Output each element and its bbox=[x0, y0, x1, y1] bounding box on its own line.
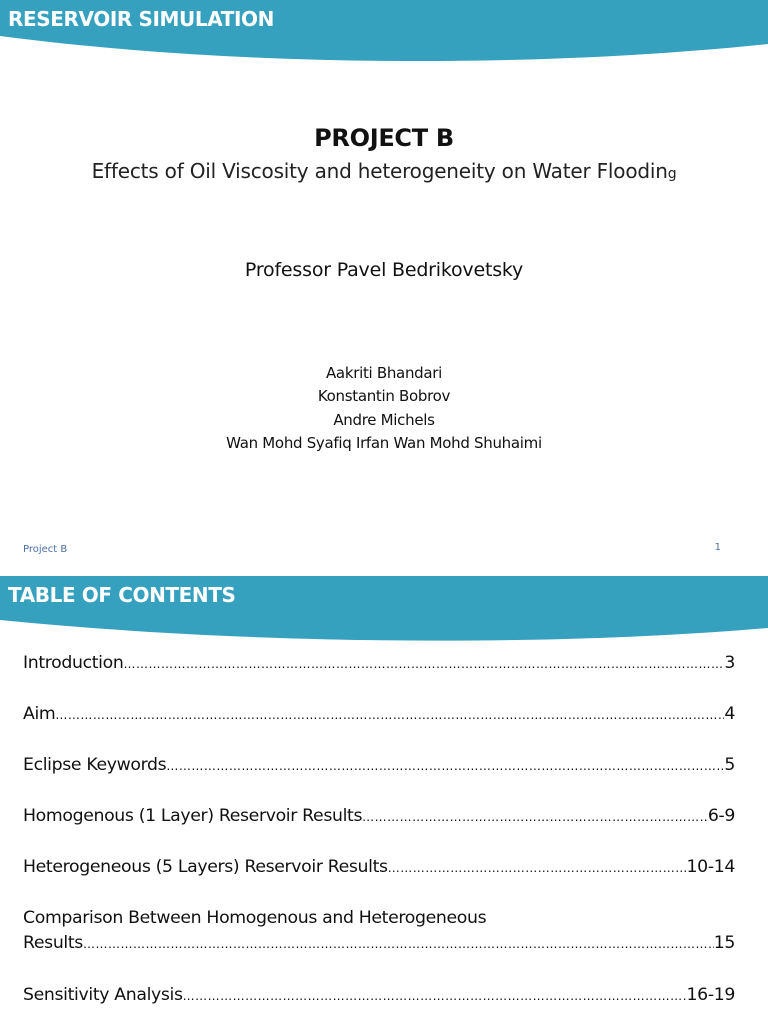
author-name: Konstantin Bobrov bbox=[317, 387, 451, 406]
toc-entry-page: 4 bbox=[724, 704, 735, 724]
author-name: Andre Michels bbox=[333, 410, 435, 429]
author-name: Wan Mohd Syafiq Irfan Wan Mohd Shuhaimi bbox=[226, 433, 542, 452]
toc-leader bbox=[362, 805, 708, 830]
toc-entry-page: 16-19 bbox=[686, 985, 735, 1005]
toc-entry-page: 10-14 bbox=[686, 857, 735, 877]
toc-entry bbox=[23, 753, 735, 779]
contents-slide bbox=[0, 576, 768, 1024]
subtitle-tail: g bbox=[667, 166, 677, 182]
toc-leader bbox=[183, 984, 687, 1009]
toc-entry bbox=[23, 855, 735, 881]
toc-leader bbox=[388, 856, 687, 881]
toc-entry bbox=[23, 804, 735, 830]
author-name: Aakriti Bhandari bbox=[325, 364, 443, 382]
banner-title: TABLE OF CONTENTS bbox=[8, 583, 236, 607]
toc-leader bbox=[123, 652, 724, 677]
toc-entry-page: 15 bbox=[713, 933, 735, 953]
toc-entry-label-cont: Results bbox=[23, 933, 83, 953]
toc-entry bbox=[23, 983, 735, 1009]
banner-title: RESERVOIR SIMULATION bbox=[8, 7, 274, 31]
author-list bbox=[0, 362, 768, 455]
toc-entry-label: Sensitivity Analysis bbox=[23, 985, 183, 1005]
project-subtitle bbox=[0, 159, 768, 183]
toc-entry-page: 3 bbox=[724, 653, 735, 673]
subtitle-text: Effects of Oil Viscosity and heterogeneity on Water Floodin bbox=[91, 159, 668, 183]
slide-footer: Project B bbox=[23, 544, 68, 555]
toc-entry-label: Heterogeneous (5 Layers) Reservoir Results bbox=[23, 857, 388, 877]
toc-entry-page: 5 bbox=[724, 755, 735, 775]
toc-leader bbox=[166, 754, 724, 779]
toc-entry-page: 6-9 bbox=[707, 806, 735, 826]
toc-entry bbox=[23, 651, 735, 677]
toc-leader bbox=[55, 703, 724, 728]
toc-entry-label: Eclipse Keywords bbox=[23, 755, 167, 775]
toc-entry-label: Introduction bbox=[23, 653, 124, 673]
toc-entry-label: Comparison Between Homogenous and Heterogeneous bbox=[23, 908, 487, 928]
toc-leader bbox=[83, 932, 714, 957]
toc-entry-label: Homogenous (1 Layer) Reservoir Results bbox=[23, 806, 363, 826]
slide-number: 1 bbox=[714, 542, 721, 553]
professor-name: Professor Pavel Bedrikovetsky bbox=[244, 259, 524, 281]
toc-entry bbox=[23, 702, 735, 728]
project-title: PROJECT B bbox=[314, 124, 454, 152]
toc-entry bbox=[23, 906, 735, 957]
toc-entry-label: Aim bbox=[23, 704, 56, 724]
